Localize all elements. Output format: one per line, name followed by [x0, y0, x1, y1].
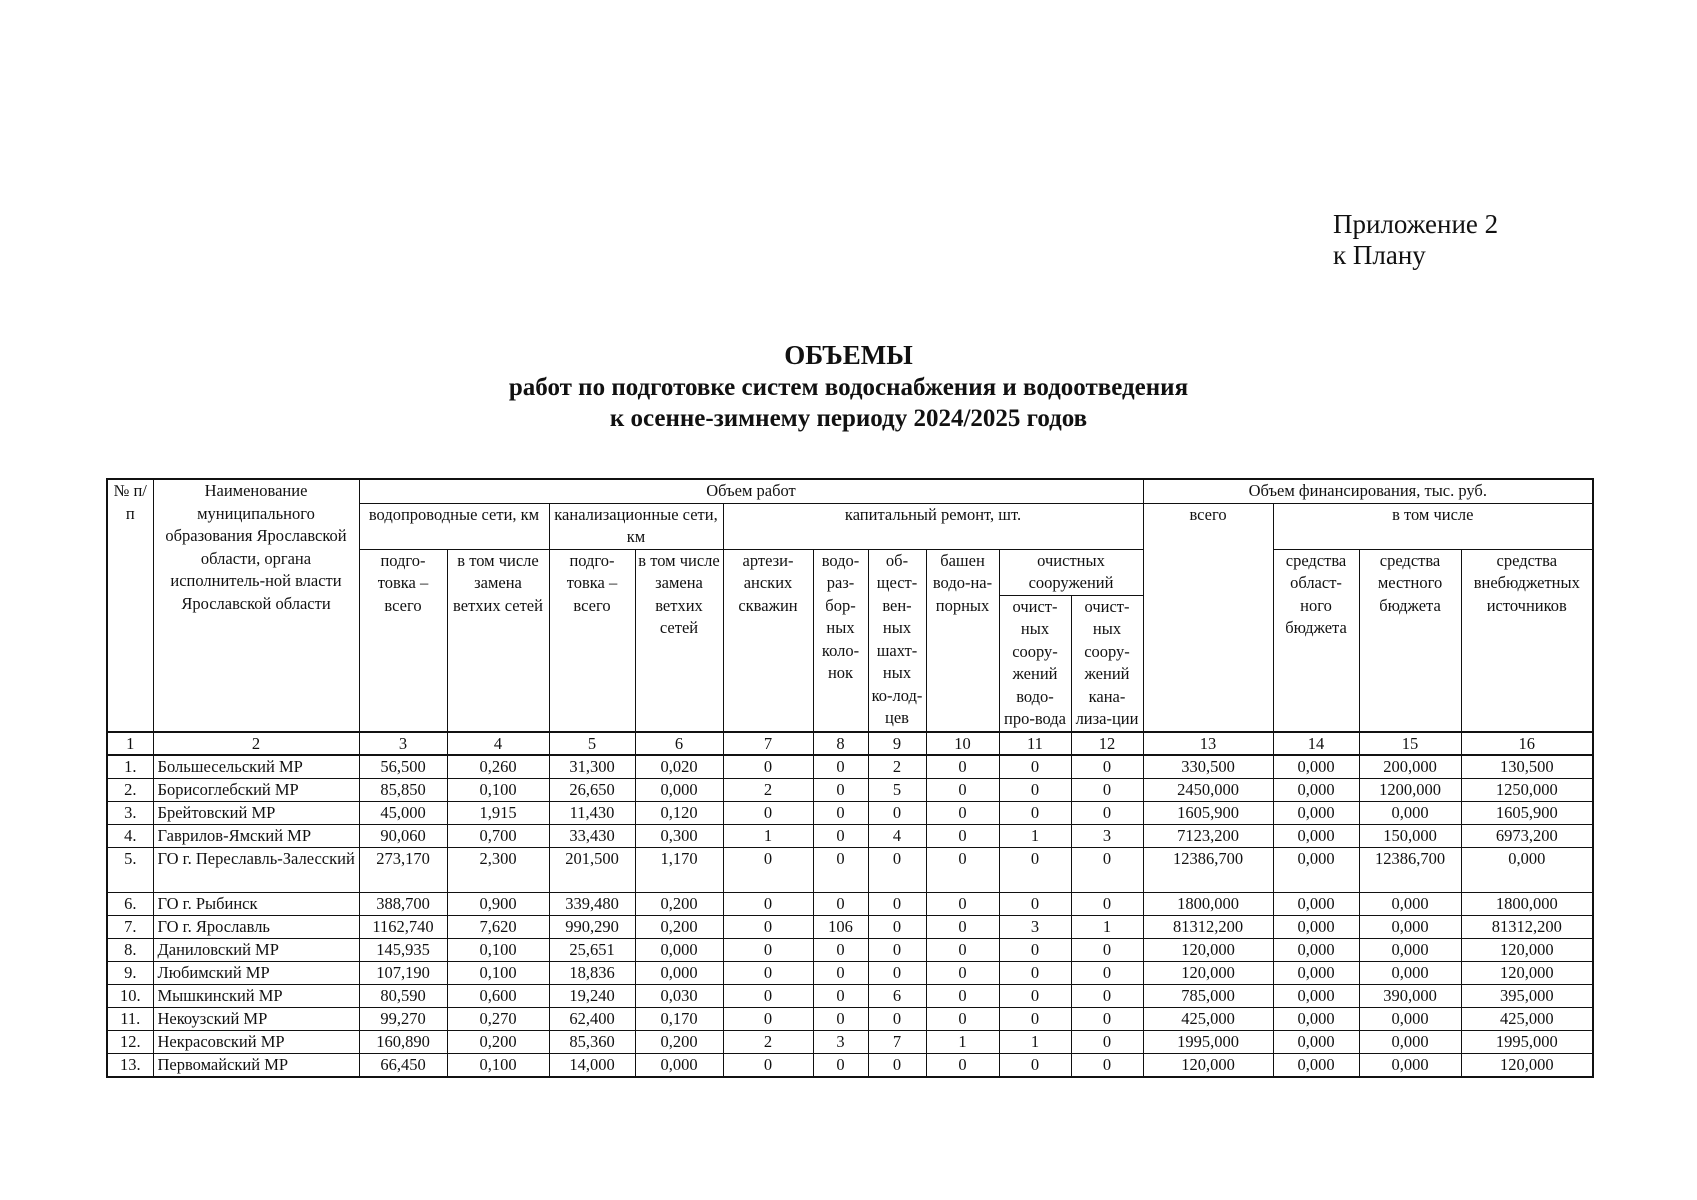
table-cell: 0,100	[447, 1053, 549, 1077]
table-row	[107, 755, 1593, 779]
table-cell: 0	[1071, 778, 1143, 801]
table-cell: 0	[868, 1053, 926, 1077]
appendix-line-1: Приложение 2	[1333, 209, 1499, 239]
table-cell: 0	[813, 1053, 868, 1077]
table-cell: 0	[813, 847, 868, 892]
table-row	[107, 1007, 1593, 1030]
table-cell: 1	[723, 824, 813, 847]
table-cell: 1,915	[447, 801, 549, 824]
table-cell: 0,100	[447, 938, 549, 961]
table-cell: 66,450	[359, 1053, 447, 1077]
row-number: 7.	[107, 915, 153, 938]
column-number: 15	[1359, 732, 1461, 755]
table-cell: 45,000	[359, 801, 447, 824]
table-cell: 0	[999, 1007, 1071, 1030]
header-water-columns: водо-раз-бор-ных коло-нок	[813, 549, 868, 732]
column-number: 12	[1071, 732, 1143, 755]
table-cell: 0	[926, 847, 999, 892]
table-cell: 120,000	[1461, 1053, 1593, 1077]
header-extra: средства внебюджетных источников	[1461, 549, 1593, 732]
column-number: 5	[549, 732, 635, 755]
table-cell: 160,890	[359, 1030, 447, 1053]
table-cell: 1	[926, 1030, 999, 1053]
table-cell: 12386,700	[1143, 847, 1273, 892]
appendix-note	[1333, 209, 1498, 271]
table-row	[107, 778, 1593, 801]
table-cell: 0	[723, 915, 813, 938]
header-name: Наименование муниципального образования Ярославской области, органа исполнитель-ной власти Ярославской области	[153, 479, 359, 732]
table-cell: 1995,000	[1143, 1030, 1273, 1053]
appendix-line-2: к Плану	[1333, 240, 1426, 270]
table-cell: 0,000	[1273, 847, 1359, 892]
table-cell: 7123,200	[1143, 824, 1273, 847]
table-cell: 390,000	[1359, 984, 1461, 1007]
table-cell: 0,100	[447, 778, 549, 801]
table-cell: 25,651	[549, 938, 635, 961]
header-public-wells: об-щест-вен-ных шахт-ных ко-лод-цев	[868, 549, 926, 732]
table-cell: 0	[813, 892, 868, 915]
row-number: 9.	[107, 961, 153, 984]
table-cell: 0	[868, 1007, 926, 1030]
table-cell: 0	[999, 1053, 1071, 1077]
table-cell: 0	[868, 938, 926, 961]
header-sewer-nets: канализационные сети, км	[549, 503, 723, 549]
table-cell: 0	[723, 1007, 813, 1030]
column-number: 11	[999, 732, 1071, 755]
table-cell: 0	[926, 755, 999, 779]
municipality-name: Борисоглебский МР	[153, 778, 359, 801]
table-cell: 0,200	[635, 1030, 723, 1053]
table-cell: 0	[926, 915, 999, 938]
table-cell: 0	[813, 755, 868, 779]
header-num: № п/п	[107, 479, 153, 732]
header-water-nets: водопроводные сети, км	[359, 503, 549, 549]
table-cell: 150,000	[1359, 824, 1461, 847]
table-cell: 0,000	[1273, 1053, 1359, 1077]
table-cell: 1	[1071, 915, 1143, 938]
row-number: 3.	[107, 801, 153, 824]
municipality-name: ГО г. Переславль-Залесский	[153, 847, 359, 892]
table-cell: 0,000	[1273, 1030, 1359, 1053]
table-cell: 4	[868, 824, 926, 847]
table-cell: 0	[1071, 1030, 1143, 1053]
table-cell: 120,000	[1143, 938, 1273, 961]
table-cell: 1200,000	[1359, 778, 1461, 801]
column-number: 10	[926, 732, 999, 755]
table-cell: 0	[723, 847, 813, 892]
table-cell: 7,620	[447, 915, 549, 938]
table-cell: 5	[868, 778, 926, 801]
table-cell: 0,000	[1359, 1030, 1461, 1053]
table-cell: 0	[813, 1007, 868, 1030]
table-row	[107, 801, 1593, 824]
table-row	[107, 938, 1593, 961]
table-cell: 0	[1071, 961, 1143, 984]
table-cell: 1605,900	[1461, 801, 1593, 824]
column-number: 4	[447, 732, 549, 755]
table-cell: 0,100	[447, 961, 549, 984]
table-row	[107, 892, 1593, 915]
row-number: 1.	[107, 755, 153, 779]
header-treat-water: очист-ных соору-жений водо-про-вода	[999, 595, 1071, 732]
table-cell: 990,290	[549, 915, 635, 938]
table-row	[107, 824, 1593, 847]
table-cell: 339,480	[549, 892, 635, 915]
table-row	[107, 1053, 1593, 1077]
table-cell: 0	[926, 892, 999, 915]
header-artesian: артези-анских скважин	[723, 549, 813, 732]
table-cell: 107,190	[359, 961, 447, 984]
table-cell: 120,000	[1461, 938, 1593, 961]
table-cell: 0,000	[635, 1053, 723, 1077]
table-cell: 106	[813, 915, 868, 938]
table-row	[107, 961, 1593, 984]
table-cell: 90,060	[359, 824, 447, 847]
table-cell: 200,000	[1359, 755, 1461, 779]
table-cell: 273,170	[359, 847, 447, 892]
header-total: всего	[1143, 503, 1273, 732]
table-cell: 330,500	[1143, 755, 1273, 779]
table-cell: 12386,700	[1359, 847, 1461, 892]
table-cell: 0,000	[1273, 938, 1359, 961]
header-treatment: очистных сооружений	[999, 549, 1143, 595]
table-cell: 0	[723, 984, 813, 1007]
table-cell: 395,000	[1461, 984, 1593, 1007]
title-main: ОБЪЕМЫ	[784, 340, 913, 370]
table-cell: 0	[723, 755, 813, 779]
municipality-name: Гаврилов-Ямский МР	[153, 824, 359, 847]
table-cell: 26,650	[549, 778, 635, 801]
header-replace-water: в том числе замена ветхих сетей	[447, 549, 549, 732]
table-cell: 0,000	[1273, 961, 1359, 984]
municipality-name: Первомайский МР	[153, 1053, 359, 1077]
table-cell: 201,500	[549, 847, 635, 892]
column-number-row	[107, 732, 1593, 755]
header-regional: средства област-ного бюджета	[1273, 549, 1359, 732]
table-cell: 0,000	[1461, 847, 1593, 892]
table-cell: 0	[813, 961, 868, 984]
title-line-3: к осенне-зимнему периоду 2024/2025 годов	[609, 405, 1088, 432]
table-cell: 1995,000	[1461, 1030, 1593, 1053]
table-cell: 0,000	[1359, 1053, 1461, 1077]
table-cell: 1250,000	[1461, 778, 1593, 801]
table-cell: 0,000	[1359, 961, 1461, 984]
table-cell: 0	[813, 938, 868, 961]
table-cell: 0	[999, 755, 1071, 779]
table-cell: 3	[813, 1030, 868, 1053]
header-replace-sewer: в том числе замена ветхих сетей	[635, 549, 723, 732]
title-line-2: работ по подготовке систем водоснабжения и водоотведения	[508, 374, 1189, 401]
table-cell: 0,030	[635, 984, 723, 1007]
table-cell: 99,270	[359, 1007, 447, 1030]
header-financing: Объем финансирования, тыс. руб.	[1143, 479, 1593, 503]
table-cell: 1800,000	[1461, 892, 1593, 915]
header-cap-repair: капитальный ремонт, шт.	[723, 503, 1143, 549]
table-cell: 6	[868, 984, 926, 1007]
table-cell: 0,000	[635, 938, 723, 961]
table-cell: 0	[926, 984, 999, 1007]
table-cell: 0	[868, 801, 926, 824]
table-cell: 145,935	[359, 938, 447, 961]
column-number: 1	[107, 732, 153, 755]
table-cell: 0,000	[1359, 1007, 1461, 1030]
table-cell: 0,000	[635, 778, 723, 801]
table-cell: 0	[723, 892, 813, 915]
table-cell: 14,000	[549, 1053, 635, 1077]
header-prep-total-water: подго-товка – всего	[359, 549, 447, 732]
table-cell: 2450,000	[1143, 778, 1273, 801]
table-cell: 11,430	[549, 801, 635, 824]
table-cell: 130,500	[1461, 755, 1593, 779]
table-cell: 0	[723, 801, 813, 824]
table-cell: 0	[926, 824, 999, 847]
row-number: 11.	[107, 1007, 153, 1030]
table-cell: 0	[868, 847, 926, 892]
header-towers: башен водо-на-порных	[926, 549, 999, 732]
column-number: 7	[723, 732, 813, 755]
table-cell: 80,590	[359, 984, 447, 1007]
table-cell: 33,430	[549, 824, 635, 847]
municipality-name: ГО г. Рыбинск	[153, 892, 359, 915]
table-cell: 0,000	[1359, 801, 1461, 824]
table-cell: 0,000	[1273, 824, 1359, 847]
table-cell: 120,000	[1143, 1053, 1273, 1077]
header-including: в том числе	[1273, 503, 1593, 549]
municipality-name: ГО г. Ярославль	[153, 915, 359, 938]
table-cell: 0,600	[447, 984, 549, 1007]
table-cell: 0	[926, 1007, 999, 1030]
table-cell: 0	[926, 1053, 999, 1077]
column-number: 14	[1273, 732, 1359, 755]
table-cell: 0	[1071, 892, 1143, 915]
row-number: 10.	[107, 984, 153, 1007]
table-cell: 0	[926, 778, 999, 801]
table-row	[107, 915, 1593, 938]
table-cell: 0,000	[1273, 801, 1359, 824]
table-cell: 3	[999, 915, 1071, 938]
table-cell: 0,000	[1273, 984, 1359, 1007]
table-cell: 0,270	[447, 1007, 549, 1030]
table-cell: 0,000	[1359, 915, 1461, 938]
municipality-name: Любимский МР	[153, 961, 359, 984]
table-cell: 0	[999, 778, 1071, 801]
table-cell: 0,000	[635, 961, 723, 984]
table-cell: 81312,200	[1461, 915, 1593, 938]
table-cell: 1605,900	[1143, 801, 1273, 824]
row-number: 12.	[107, 1030, 153, 1053]
table-cell: 120,000	[1461, 961, 1593, 984]
table-cell: 0,260	[447, 755, 549, 779]
table-cell: 0	[868, 892, 926, 915]
table-row	[107, 847, 1593, 892]
table-cell: 2	[723, 1030, 813, 1053]
table-cell: 0,120	[635, 801, 723, 824]
table-cell: 0,000	[1273, 892, 1359, 915]
table-cell: 0,000	[1359, 892, 1461, 915]
table-row	[107, 984, 1593, 1007]
table-cell: 0	[999, 938, 1071, 961]
table-cell: 0,000	[1273, 915, 1359, 938]
table-cell: 6973,200	[1461, 824, 1593, 847]
table-cell: 0	[1071, 938, 1143, 961]
table-cell: 0,200	[635, 915, 723, 938]
table-cell: 56,500	[359, 755, 447, 779]
table-cell: 1	[999, 824, 1071, 847]
header-local: средства местного бюджета	[1359, 549, 1461, 732]
table-cell: 388,700	[359, 892, 447, 915]
table-cell: 0	[868, 915, 926, 938]
row-number: 5.	[107, 847, 153, 892]
column-number: 2	[153, 732, 359, 755]
table-cell: 0	[999, 847, 1071, 892]
table-cell: 0	[1071, 1053, 1143, 1077]
table-cell: 0	[999, 892, 1071, 915]
table-cell: 2	[723, 778, 813, 801]
table-cell: 0,000	[1273, 755, 1359, 779]
works-volume-table	[106, 478, 1594, 1078]
table-cell: 0	[999, 961, 1071, 984]
municipality-name: Некрасовский МР	[153, 1030, 359, 1053]
column-number: 3	[359, 732, 447, 755]
table-cell: 0	[999, 801, 1071, 824]
table-cell: 425,000	[1143, 1007, 1273, 1030]
table-cell: 81312,200	[1143, 915, 1273, 938]
table-cell: 0,020	[635, 755, 723, 779]
table-cell: 62,400	[549, 1007, 635, 1030]
column-number: 8	[813, 732, 868, 755]
table-cell: 0,000	[1273, 1007, 1359, 1030]
row-number: 4.	[107, 824, 153, 847]
table-cell: 0	[868, 961, 926, 984]
table-cell: 1,170	[635, 847, 723, 892]
table-cell: 3	[1071, 824, 1143, 847]
table-cell: 0	[1071, 984, 1143, 1007]
table-cell: 785,000	[1143, 984, 1273, 1007]
header-prep-total-sewer: подго-товка – всего	[549, 549, 635, 732]
row-number: 2.	[107, 778, 153, 801]
header-treat-sewer: очист-ных соору-жений кана-лиза-ции	[1071, 595, 1143, 732]
table-cell: 0,200	[635, 892, 723, 915]
table-cell: 0	[813, 824, 868, 847]
table-cell: 0	[926, 801, 999, 824]
table-cell: 0	[723, 1053, 813, 1077]
column-number: 6	[635, 732, 723, 755]
municipality-name: Мышкинский МР	[153, 984, 359, 1007]
table-cell: 85,850	[359, 778, 447, 801]
table-cell: 0	[813, 801, 868, 824]
row-number: 13.	[107, 1053, 153, 1077]
table-cell: 0	[926, 961, 999, 984]
municipality-name: Большесельский МР	[153, 755, 359, 779]
table-cell: 120,000	[1143, 961, 1273, 984]
row-number: 8.	[107, 938, 153, 961]
table-cell: 0,200	[447, 1030, 549, 1053]
table-cell: 0	[1071, 755, 1143, 779]
table-cell: 0,170	[635, 1007, 723, 1030]
table-cell: 85,360	[549, 1030, 635, 1053]
municipality-name: Некоузский МР	[153, 1007, 359, 1030]
municipality-name: Даниловский МР	[153, 938, 359, 961]
table-cell: 2	[868, 755, 926, 779]
table-row	[107, 1030, 1593, 1053]
table-cell: 0	[813, 778, 868, 801]
column-number: 16	[1461, 732, 1593, 755]
column-number: 13	[1143, 732, 1273, 755]
table-cell: 0,700	[447, 824, 549, 847]
table-cell: 0,900	[447, 892, 549, 915]
table-cell: 0	[723, 938, 813, 961]
table-cell: 0	[1071, 1007, 1143, 1030]
table-cell: 1	[999, 1030, 1071, 1053]
table-cell: 0	[813, 984, 868, 1007]
table-cell: 0	[1071, 801, 1143, 824]
table-cell: 7	[868, 1030, 926, 1053]
table-cell: 19,240	[549, 984, 635, 1007]
table-cell: 18,836	[549, 961, 635, 984]
table-cell: 0,000	[1273, 778, 1359, 801]
table-cell: 0,300	[635, 824, 723, 847]
table-cell: 31,300	[549, 755, 635, 779]
table-cell: 0	[1071, 847, 1143, 892]
row-number: 6.	[107, 892, 153, 915]
municipality-name: Брейтовский МР	[153, 801, 359, 824]
column-number: 9	[868, 732, 926, 755]
header-works: Объем работ	[359, 479, 1143, 503]
table-cell: 0	[723, 961, 813, 984]
table-cell: 1162,740	[359, 915, 447, 938]
document-title	[0, 338, 1697, 434]
table-cell: 1800,000	[1143, 892, 1273, 915]
table-cell: 0	[926, 938, 999, 961]
table-cell: 0,000	[1359, 938, 1461, 961]
table-cell: 425,000	[1461, 1007, 1593, 1030]
table-cell: 2,300	[447, 847, 549, 892]
table-cell: 0	[999, 984, 1071, 1007]
